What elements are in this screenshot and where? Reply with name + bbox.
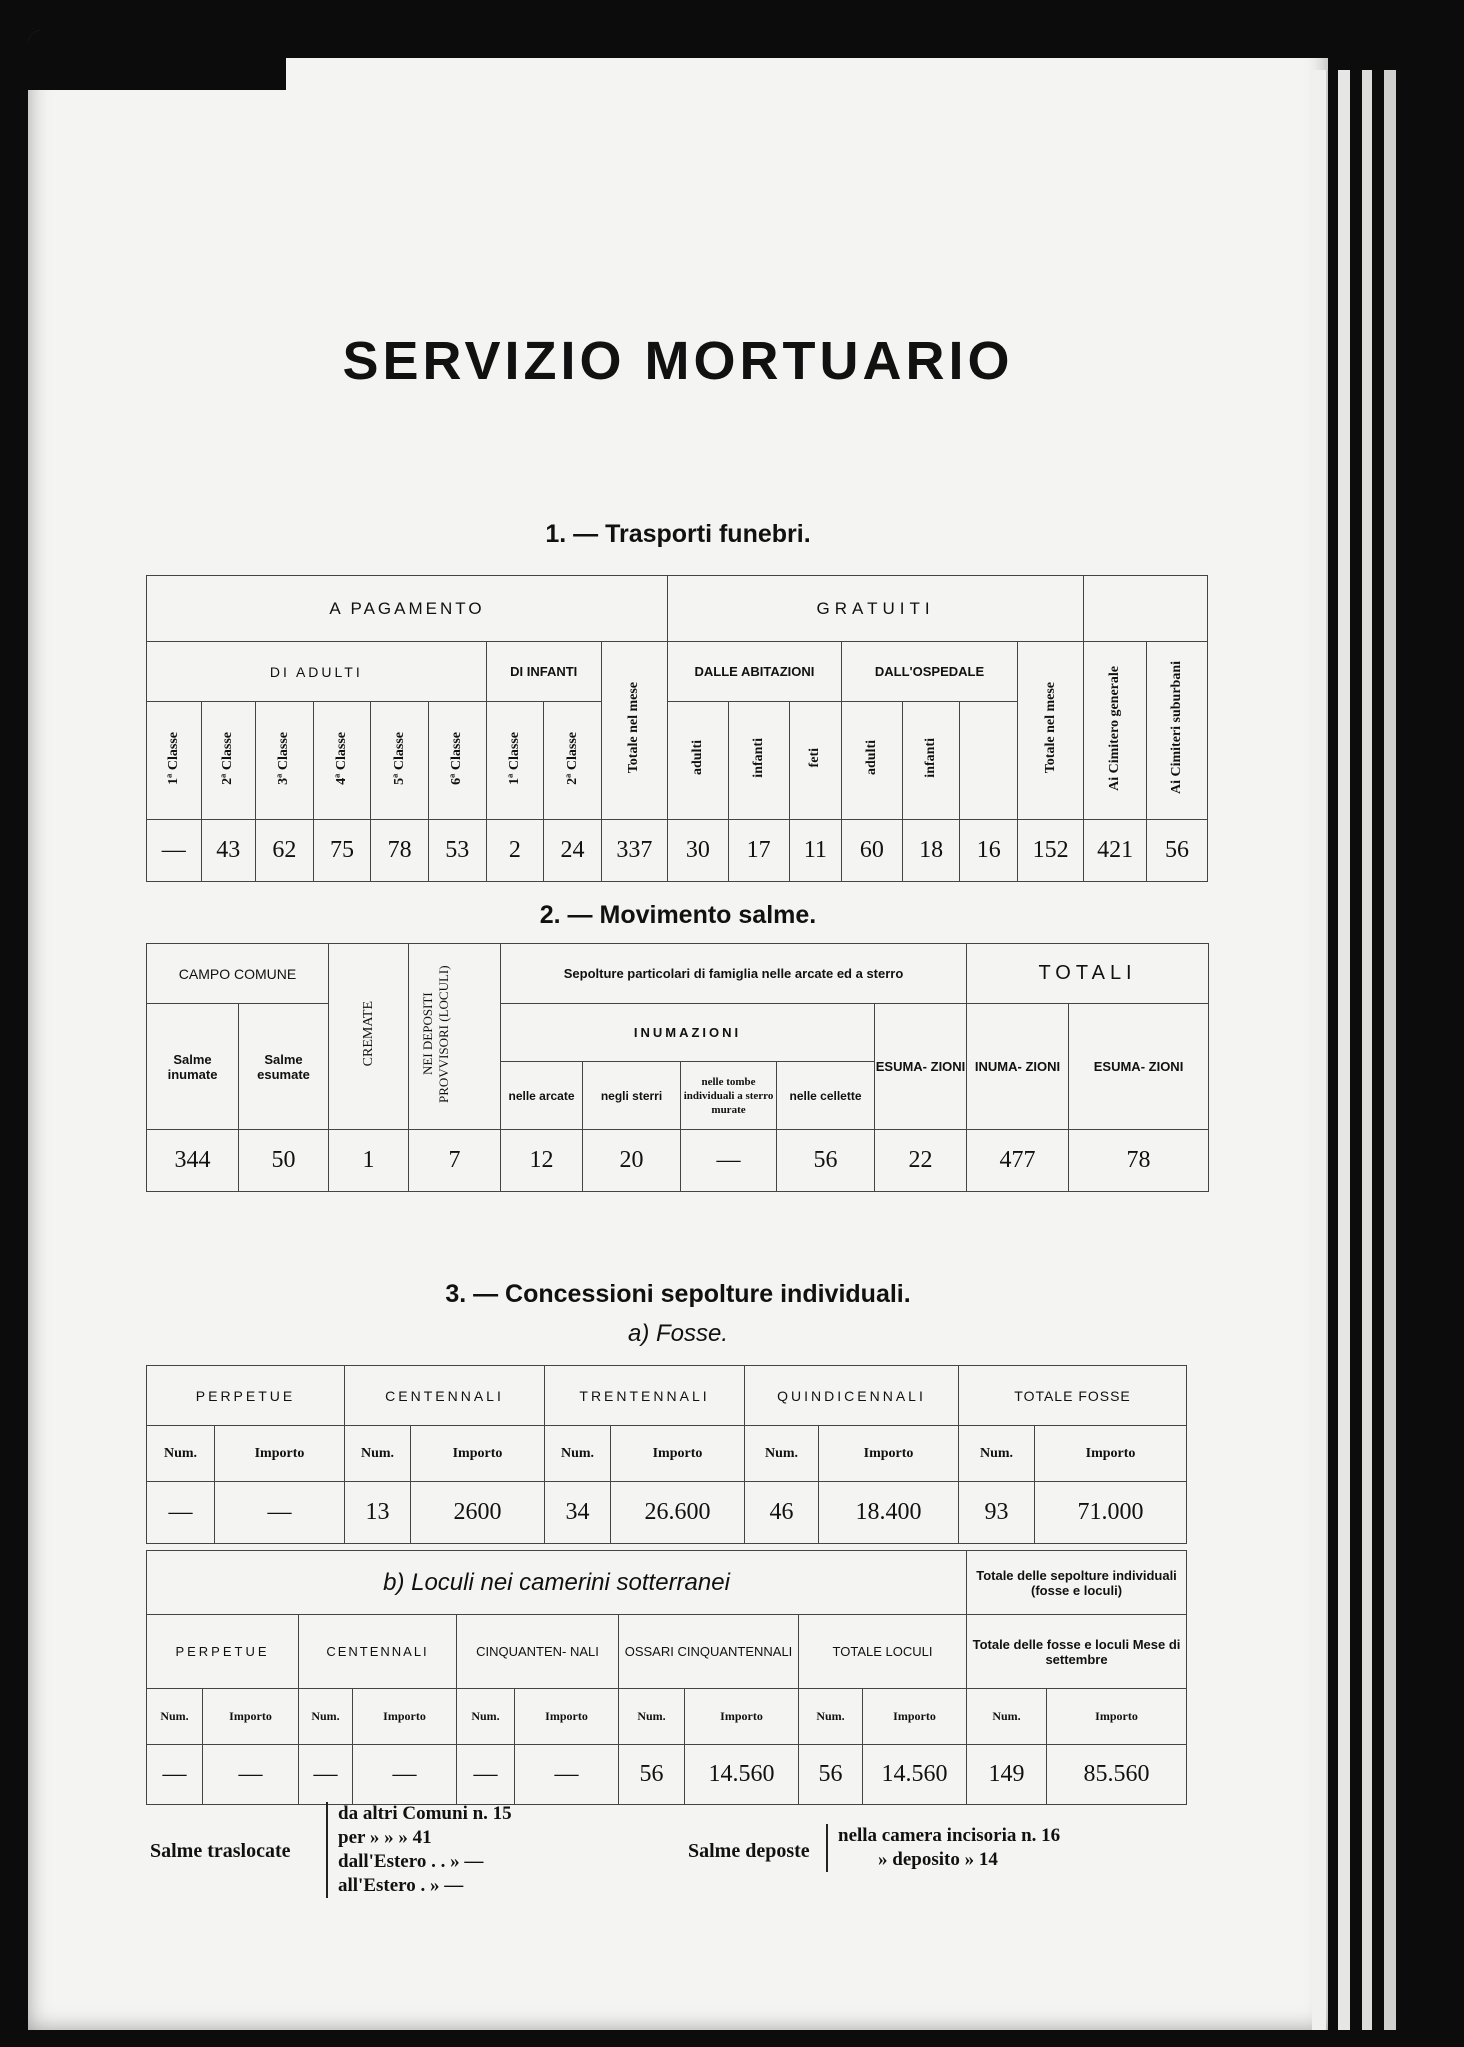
document-page — [28, 30, 1328, 2030]
cell: 26.600 — [611, 1482, 745, 1544]
cell: — — [457, 1745, 515, 1805]
cell: 50 — [239, 1130, 329, 1192]
fosse-header: CENTENNALI — [345, 1366, 545, 1426]
col-header: 1ª Classe — [506, 731, 522, 785]
cell: 337 — [601, 820, 667, 882]
cell: 16 — [960, 820, 1018, 882]
col-header: 5ª Classe — [391, 731, 407, 785]
cell: 344 — [147, 1130, 239, 1192]
col-totale-pagamento: Totale nel mese — [626, 682, 642, 774]
trasporti-table — [146, 575, 1208, 882]
tot-inumazioni-header: INUMA- ZIONI — [967, 1004, 1069, 1130]
col-header: infanti — [923, 738, 939, 778]
num-header: Num. — [299, 1689, 353, 1745]
num-header: Num. — [457, 1689, 515, 1745]
section-2-heading: 2. — Movimento salme. — [539, 901, 817, 929]
cell: 78 — [1069, 1130, 1209, 1192]
col-totale-gratuiti: Totale nel mese — [1042, 682, 1058, 774]
page-edge — [1362, 70, 1372, 2030]
fosse-header: QUINDICENNALI — [745, 1366, 959, 1426]
num-header: Num. — [799, 1689, 863, 1745]
totali-header: TOTALI — [967, 944, 1209, 1004]
col-header: infanti — [750, 738, 766, 778]
adulti-header: DI ADULTI — [147, 642, 487, 702]
cell: 2 — [486, 820, 544, 882]
cell: 18.400 — [819, 1482, 959, 1544]
importo-header: Importo — [1047, 1689, 1187, 1745]
section-1-heading: 1. — Trasporti funebri. — [545, 520, 811, 548]
importo-header: Importo — [1035, 1426, 1187, 1482]
cell: — — [299, 1745, 353, 1805]
num-header: Num. — [967, 1689, 1047, 1745]
fosse-header: TRENTENNALI — [545, 1366, 745, 1426]
loculi-header: OSSARI CINQUANTENNALI — [619, 1615, 799, 1689]
table-row — [147, 820, 1208, 882]
cell: — — [147, 820, 202, 882]
cell: 56 — [799, 1745, 863, 1805]
page-edge — [1338, 70, 1350, 2030]
cell: 14.560 — [685, 1745, 799, 1805]
cell: 56 — [777, 1130, 875, 1192]
dalle-abitazioni-header: DALLE ABITAZIONI — [667, 642, 841, 702]
importo-header: Importo — [353, 1689, 457, 1745]
campo-comune-header: CAMPO COMUNE — [147, 944, 329, 1004]
scan-border — [28, 30, 286, 90]
cell: — — [515, 1745, 619, 1805]
num-header: Num. — [959, 1426, 1035, 1482]
list-item: da altri Comuni n. 15 — [338, 1803, 512, 1824]
cell: 477 — [967, 1130, 1069, 1192]
cell: 11 — [789, 820, 841, 882]
infanti-header: DI INFANTI — [486, 642, 601, 702]
list-item: dall'Estero . . » — — [338, 1851, 484, 1872]
loculi-header: PERPETUE — [147, 1615, 299, 1689]
cell: — — [681, 1130, 777, 1192]
col-header: 3ª Classe — [276, 731, 292, 785]
tot-sepolture-header: Totale delle sepolture individuali (fosse e loculi) — [967, 1551, 1187, 1615]
cell: 43 — [201, 820, 256, 882]
col-header: 4ª Classe — [333, 731, 349, 785]
cell: — — [215, 1482, 345, 1544]
col-cimiteri-suburbani: Ai Cimiteri suburbani — [1169, 661, 1185, 795]
cell: — — [353, 1745, 457, 1805]
esumazioni-header: ESUMA- ZIONI — [875, 1004, 967, 1130]
cell: 56 — [619, 1745, 685, 1805]
cell: 71.000 — [1035, 1482, 1187, 1544]
cell: 60 — [841, 820, 902, 882]
cell: 18 — [902, 820, 960, 882]
num-header: Num. — [745, 1426, 819, 1482]
loculi-table — [146, 1550, 1187, 1805]
tot-fosse-loculi-header: Totale delle fosse e loculi Mese di settembre — [967, 1615, 1187, 1689]
nelle-arcate-header: nelle arcate — [501, 1062, 583, 1130]
importo-header: Importo — [215, 1426, 345, 1482]
cell: — — [147, 1745, 203, 1805]
cell: 20 — [583, 1130, 681, 1192]
fosse-header: TOTALE FOSSE — [959, 1366, 1187, 1426]
col-header: 2ª Classe — [564, 731, 580, 785]
fosse-header: PERPETUE — [147, 1366, 345, 1426]
cell: 53 — [428, 820, 486, 882]
col-header: 1ª Classe — [165, 731, 181, 785]
importo-header: Importo — [819, 1426, 959, 1482]
importo-header: Importo — [203, 1689, 299, 1745]
col-header: adulti — [689, 740, 705, 776]
salme-deposte-label: Salme deposte — [688, 1840, 810, 1862]
importo-header: Importo — [863, 1689, 967, 1745]
pagamento-header: A PAGAMENTO — [147, 576, 668, 642]
list-item: all'Estero . » — — [338, 1875, 464, 1896]
cell: 46 — [745, 1482, 819, 1544]
cell: 12 — [501, 1130, 583, 1192]
subsection-a: a) Fosse. — [627, 1320, 729, 1347]
movimento-table — [146, 943, 1209, 1192]
loculi-header: CINQUANTEN- NALI — [457, 1615, 619, 1689]
cell: 85.560 — [1047, 1745, 1187, 1805]
num-header: Num. — [545, 1426, 611, 1482]
loculi-header: TOTALE LOCULI — [799, 1615, 967, 1689]
importo-header: Importo — [685, 1689, 799, 1745]
table-row — [147, 1130, 1209, 1192]
cremate-header: CREMATE — [360, 1001, 376, 1067]
loculi-header: CENTENNALI — [299, 1615, 457, 1689]
cell: 1 — [329, 1130, 409, 1192]
num-header: Num. — [619, 1689, 685, 1745]
cell: 93 — [959, 1482, 1035, 1544]
importo-header: Importo — [411, 1426, 545, 1482]
tot-esumazioni-header: ESUMA- ZIONI — [1069, 1004, 1209, 1130]
cell: 2600 — [411, 1482, 545, 1544]
ospedale-header: DALL'OSPEDALE — [841, 642, 1017, 702]
salme-esumate-header: Salme esumate — [239, 1004, 329, 1130]
cell: — — [203, 1745, 299, 1805]
subsection-b: b) Loculi nei camerini sotterranei — [147, 1551, 967, 1615]
negli-sterri-header: negli sterri — [583, 1062, 681, 1130]
gratuiti-header: GRATUITI — [667, 576, 1083, 642]
col-header: feti — [807, 748, 823, 768]
cell: 152 — [1018, 820, 1084, 882]
col-header: 6ª Classe — [449, 731, 465, 785]
cell: — — [147, 1482, 215, 1544]
fosse-table — [146, 1365, 1187, 1544]
page-edge — [1312, 70, 1326, 2030]
deposte-list — [826, 1824, 1060, 1872]
col-cimitero-generale: Ai Cimitero generale — [1107, 665, 1123, 791]
nelle-cellette-header: nelle cellette — [777, 1062, 875, 1130]
col-header: 2ª Classe — [220, 731, 236, 785]
cell: 13 — [345, 1482, 411, 1544]
traslocate-list — [326, 1802, 512, 1898]
cell: 62 — [256, 820, 314, 882]
cell: 34 — [545, 1482, 611, 1544]
inumazioni-header: INUMAZIONI — [501, 1004, 875, 1062]
cell: 7 — [409, 1130, 501, 1192]
cell: 24 — [544, 820, 602, 882]
num-header: Num. — [147, 1426, 215, 1482]
depositi-header: NEI DEPOSITI PROVVISORI (LOCULI) — [419, 965, 451, 1103]
list-item: per » » » 41 — [338, 1827, 432, 1848]
sepolture-header: Sepolture particolari di famiglia nelle arcate ed a sterro — [501, 944, 967, 1004]
list-item: nella camera incisoria n. 16 — [838, 1825, 1061, 1846]
importo-header: Importo — [515, 1689, 619, 1745]
salme-traslocate-label: Salme traslocate — [150, 1840, 291, 1862]
cell: 149 — [967, 1745, 1047, 1805]
nelle-tombe-header: nelle tombe individuali a sterro murate — [681, 1062, 777, 1130]
cell: 421 — [1084, 820, 1147, 882]
cell: 78 — [371, 820, 429, 882]
table-row — [147, 1745, 1187, 1805]
num-header: Num. — [147, 1689, 203, 1745]
num-header: Num. — [345, 1426, 411, 1482]
cell: 22 — [875, 1130, 967, 1192]
page-title: SERVIZIO MORTUARIO — [342, 331, 1014, 391]
list-item: » deposito » 14 — [878, 1849, 998, 1870]
cell: 56 — [1147, 820, 1208, 882]
cell: 17 — [728, 820, 789, 882]
table-row — [147, 1482, 1187, 1544]
salme-inumate-header: Salme inumate — [147, 1004, 239, 1130]
cell: 75 — [313, 820, 371, 882]
page-edge — [1384, 70, 1396, 2030]
section-3-heading: 3. — Concessioni sepolture individuali. — [445, 1280, 911, 1308]
col-header: adulti — [863, 740, 879, 776]
cell: 14.560 — [863, 1745, 967, 1805]
importo-header: Importo — [611, 1426, 745, 1482]
cell: 30 — [667, 820, 728, 882]
